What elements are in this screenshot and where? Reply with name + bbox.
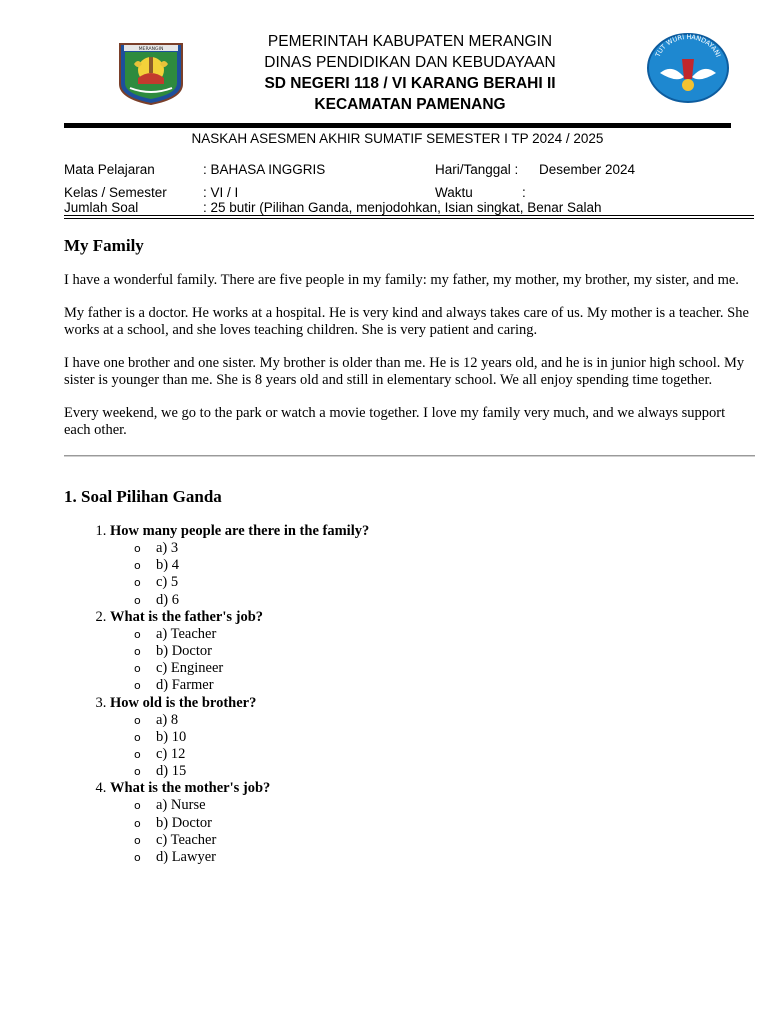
bullet-icon: o — [134, 679, 141, 693]
answer-option: o c) Teacher — [134, 831, 217, 848]
header-line-district: KECAMATAN PAMENANG — [314, 96, 506, 113]
merangin-regency-logo — [116, 40, 186, 106]
answer-option: o d) 15 — [134, 763, 187, 780]
time-colon: : — [522, 185, 526, 200]
section-divider — [64, 455, 755, 457]
bullet-icon: o — [134, 662, 141, 676]
section-title: 1. Soal Pilihan Ganda — [64, 487, 222, 506]
answer-option: o d) Lawyer — [134, 849, 216, 866]
bullet-icon: o — [134, 627, 141, 641]
question-text: What is the mother's job? — [110, 780, 271, 797]
question-item — [110, 609, 754, 695]
answer-option: o c) 12 — [134, 746, 186, 763]
reading-paragraph: My father is a doctor. He works at a hospital. He is very kind and always takes care of us. My mother is a teacher. She works at a school, and she loves teaching children. She is very patient and caring. — [64, 305, 749, 338]
answer-option: o c) Engineer — [134, 660, 224, 677]
bullet-icon: o — [134, 851, 141, 865]
bullet-icon: o — [134, 765, 141, 779]
question-text: How many people are there in the family? — [110, 523, 370, 539]
date-value: Desember 2024 — [539, 162, 636, 177]
header-line-government: PEMERINTAH KABUPATEN MERANGIN — [267, 33, 553, 50]
letterhead — [0, 0, 768, 130]
question-count-label: Jumlah Soal — [64, 200, 139, 215]
exam-title: NASKAH ASESMEN AKHIR SUMATIF SEMESTER I TP 2024 / 2025 — [191, 131, 604, 146]
subject-label: Mata Pelajaran — [64, 162, 155, 177]
tut-wuri-handayani-logo — [646, 33, 730, 103]
exam-content — [64, 236, 754, 866]
question-item — [110, 695, 754, 781]
bullet-icon: o — [134, 748, 141, 762]
answer-option: o b) Doctor — [134, 643, 212, 660]
question-text: How old is the brother? — [110, 694, 257, 711]
answer-option: o a) 8 — [134, 711, 179, 728]
bullet-icon: o — [134, 833, 141, 847]
reading-title: My Family — [64, 236, 144, 255]
answer-option: o b) 10 — [134, 728, 187, 745]
bullet-icon: o — [134, 730, 141, 744]
reading-paragraph: I have one brother and one sister. My brother is older than me. He is 12 years old, and he is in junior high school. My sister is younger than me. She is 8 years old and still in elementary school. We all enjoy spending time together. — [64, 355, 745, 388]
bullet-icon: o — [134, 816, 141, 830]
bullet-icon: o — [134, 593, 141, 607]
bullet-icon: o — [134, 645, 141, 659]
header-line-school: SD NEGERI 118 / VI KARANG BERAHI II — [264, 75, 556, 92]
answer-option: o a) Teacher — [134, 625, 217, 642]
class-label: Kelas / Semester — [64, 185, 167, 200]
question-list — [64, 523, 754, 866]
question-item — [110, 523, 754, 609]
logo-right-text: TUT WURI HANDAYANI — [653, 33, 723, 59]
info-rule-bottom — [64, 218, 754, 219]
class-value: : VI / I — [203, 185, 239, 200]
bullet-icon: o — [134, 799, 141, 813]
subject-value: : BAHASA INGGRIS — [203, 162, 326, 177]
reading-paragraph: Every weekend, we go to the park or watch a movie together. I love my family very much, and we always support each other. — [64, 405, 726, 438]
answer-option: o b) 4 — [134, 557, 179, 574]
reading-paragraph: I have a wonderful family. There are five people in my family: my father, my mother, my brother, my sister, and me. — [64, 272, 739, 288]
answer-option: o d) Farmer — [134, 677, 214, 694]
answer-option: o c) 5 — [134, 574, 179, 591]
letterhead-rule — [64, 123, 731, 128]
bullet-icon: o — [134, 542, 141, 555]
answer-option: o a) 3 — [134, 540, 179, 556]
question-count-value: : 25 butir (Pilihan Ganda, menjodohkan, Isian singkat, Benar Salah — [203, 200, 602, 215]
question-text: What is the father's job? — [110, 608, 264, 625]
answer-option: o a) Nurse — [134, 797, 206, 814]
question-item — [110, 780, 754, 866]
time-label: Waktu — [435, 185, 473, 200]
header-line-department: DINAS PENDIDIKAN DAN KEBUDAYAAN — [264, 54, 556, 71]
bullet-icon: o — [134, 713, 141, 727]
logo-left-text: MERANGIN — [138, 47, 164, 52]
answer-option: o b) Doctor — [134, 814, 212, 831]
answer-option: o d) 6 — [134, 591, 179, 608]
info-rule-top — [64, 215, 754, 216]
date-label: Hari/Tanggal : — [435, 162, 519, 177]
bullet-icon: o — [134, 559, 141, 573]
bullet-icon: o — [134, 576, 141, 590]
